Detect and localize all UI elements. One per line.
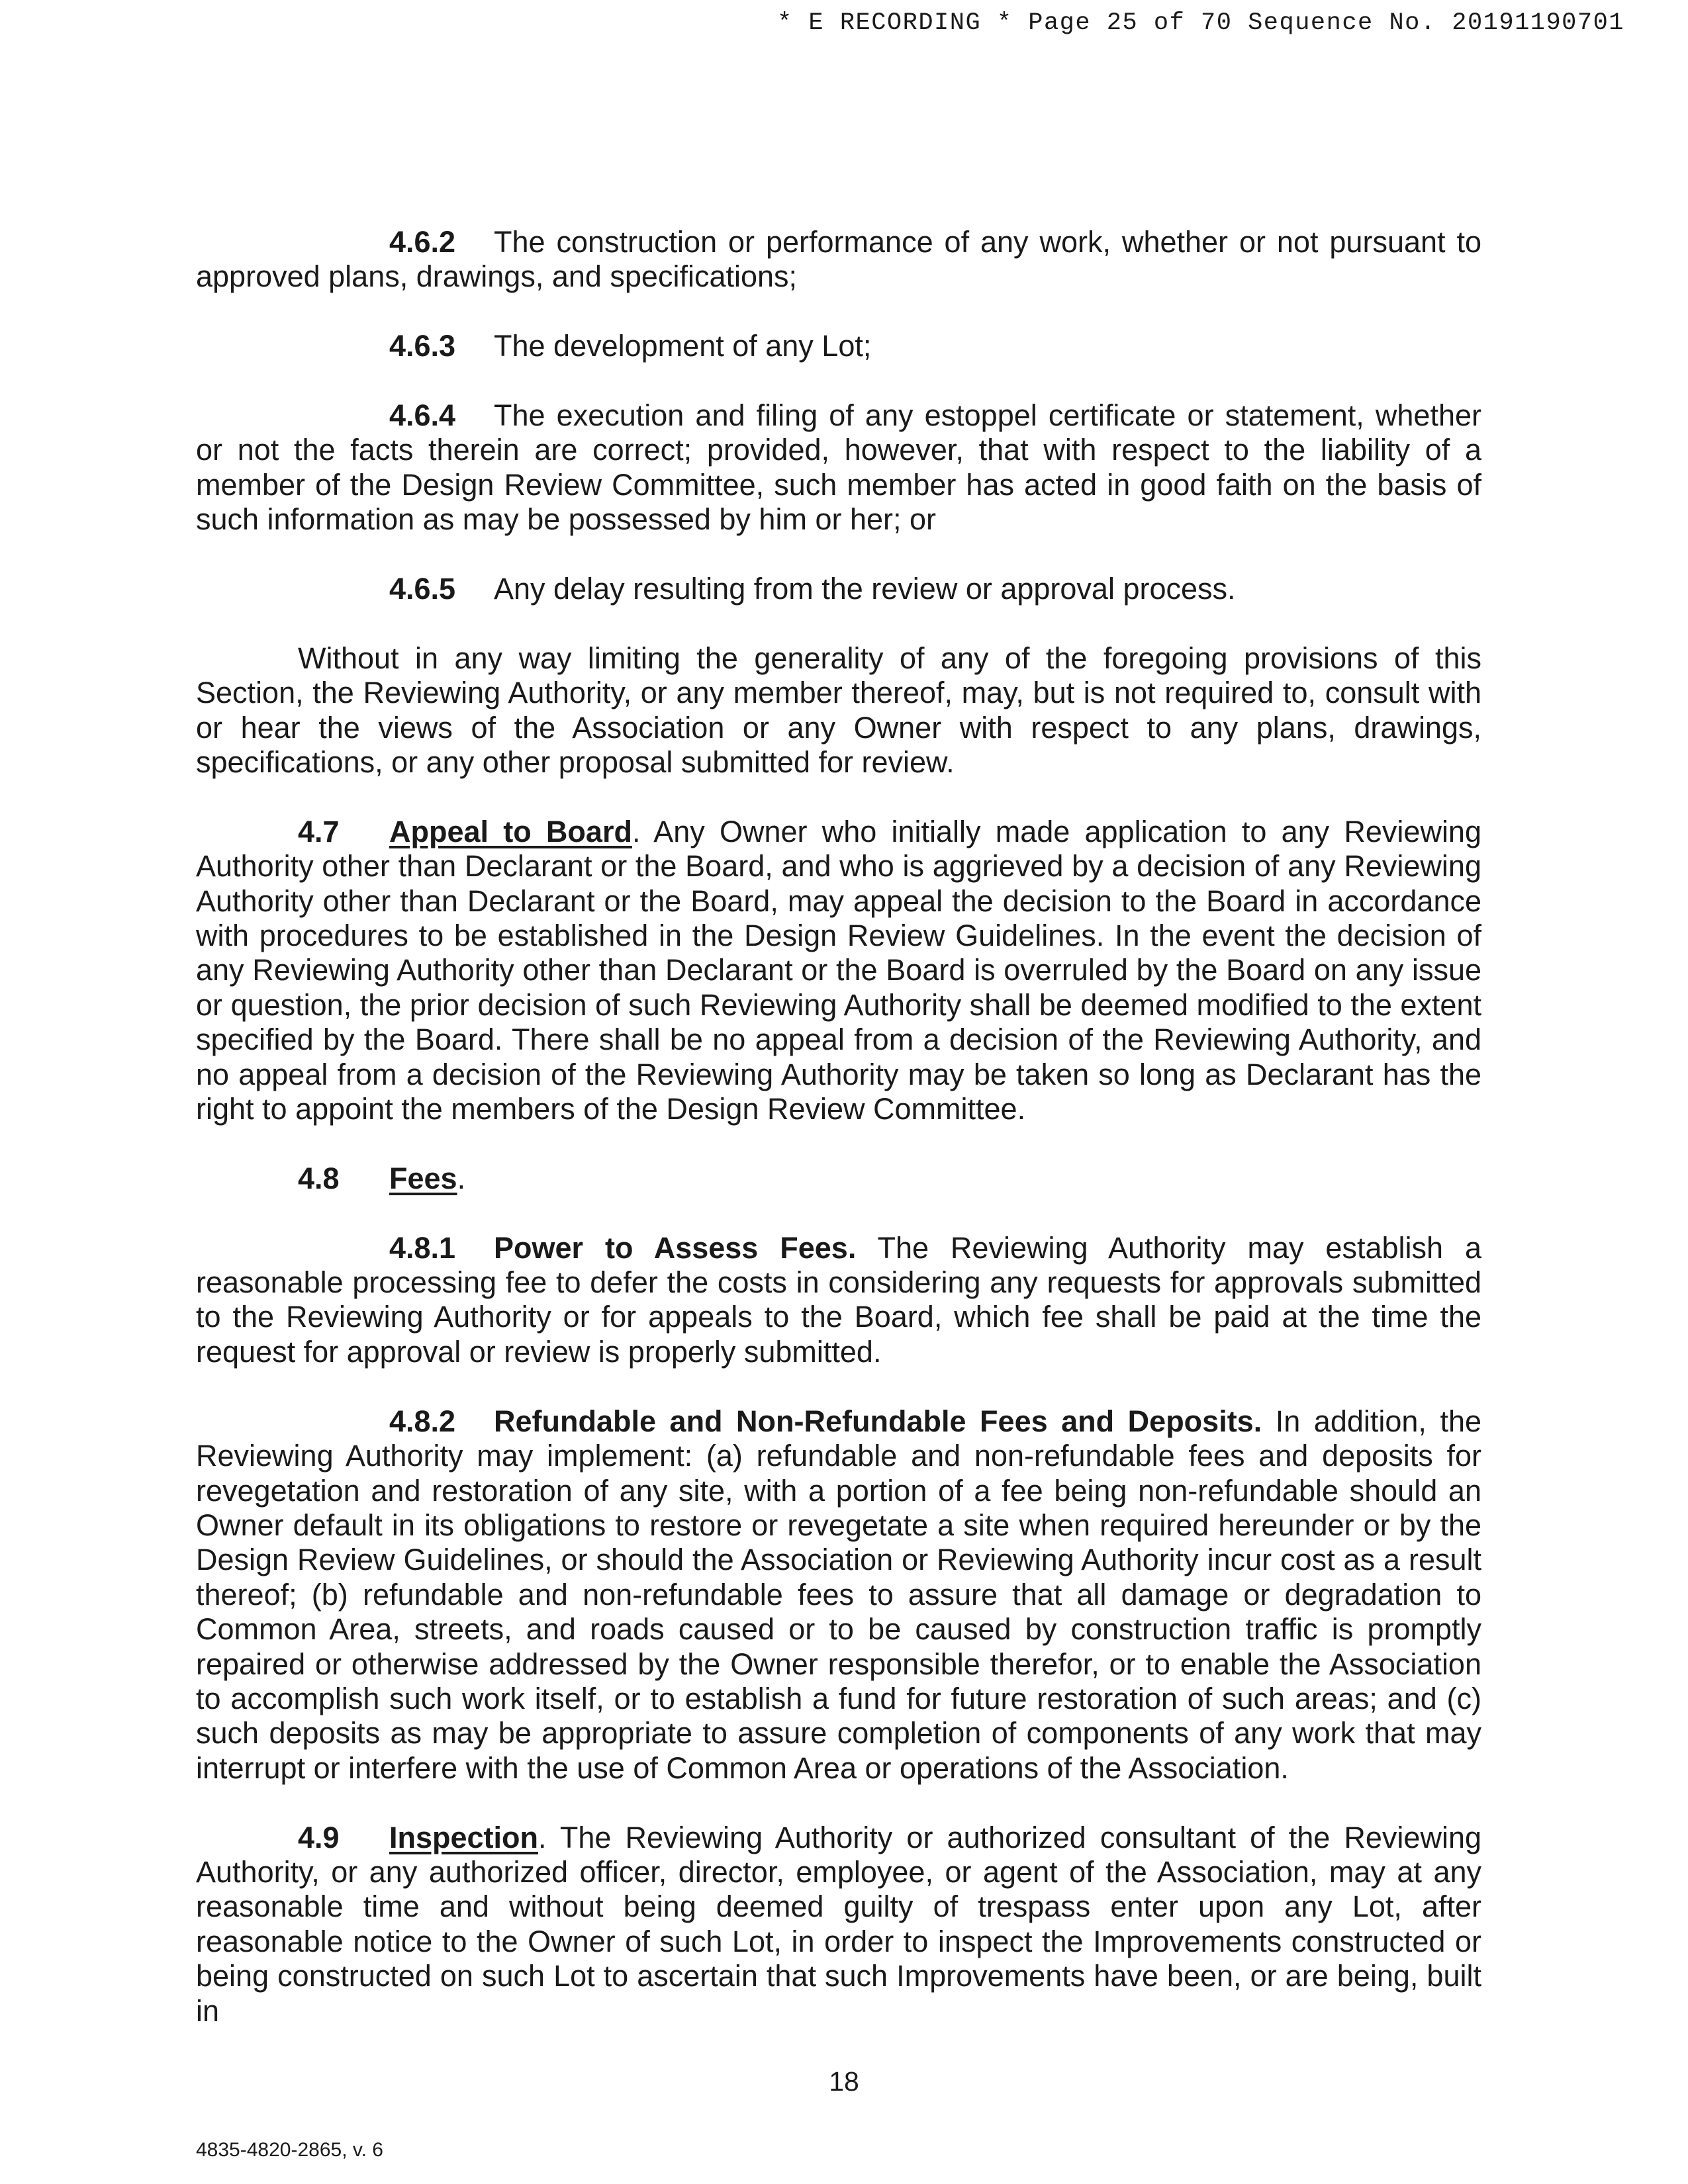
section-4-6-5 (196, 572, 1481, 606)
section-number: 4.9 (298, 1820, 340, 1854)
section-text: The execution and filing of any estoppel certificate or statement, whether or not the facts therein are correct; provided, however, that with respect to the liability of a member of the Design Review Committee, such member has acted in good faith on the basis of such information as may be possessed by him or her; or (196, 398, 1481, 537)
document-id: 4835-4820-2865, v. 6 (196, 2139, 383, 2161)
recording-stamp: * E RECORDING * Page 25 of 70 Sequence No. 20191190701 (777, 9, 1624, 37)
section-text: . (457, 1161, 466, 1195)
section-text: The development of any Lot; (494, 329, 872, 363)
document-body (196, 225, 1481, 2063)
section-number: 4.8.2 (389, 1404, 456, 1438)
section-number: 4.6.3 (389, 329, 456, 363)
section-heading: Appeal to Board (389, 814, 632, 848)
section-4-7 (196, 815, 1481, 1127)
section-text: The construction or performance of any work, whether or not pursuant to approved plans, drawings, and specifications; (196, 225, 1481, 294)
section-4-8-1 (196, 1231, 1481, 1370)
section-4-6-2 (196, 225, 1481, 295)
section-number: 4.6.4 (389, 398, 456, 432)
section-number: 4.6.2 (389, 225, 456, 259)
section-text: . The Reviewing Authority or authorized consultant of the Reviewing Authority, or any authorized officer, director, employee, or agent of the Association, may at any reasonable time and without being deemed guilty of trespass enter upon any Lot, after reasonable notice to the Owner of such Lot, in order to inspect the Improvements constructed or being constructed on such Lot to ascertain that such Improvements have been, or are being, built in (196, 1820, 1481, 2028)
page-number: 18 (829, 2066, 859, 2097)
section-heading: Refundable and Non-Refundable Fees and Deposits. (494, 1404, 1262, 1438)
paragraph-text: Without in any way limiting the generality of any of the foregoing provisions of this Section, the Reviewing Authority, or any member thereof, may, but is not required to, consult with or hear the views of the Association or any Owner with respect to any plans, drawings, specifications, or any other proposal submitted for review. (196, 641, 1481, 780)
section-4-6-4 (196, 398, 1481, 537)
section-heading: Inspection (389, 1820, 539, 1854)
section-number: 4.6.5 (389, 572, 456, 606)
section-number: 4.7 (298, 814, 340, 848)
section-text: Any delay resulting from the review or approval process. (494, 572, 1236, 606)
section-text: The Reviewing Authority may establish a reasonable processing fee to defer the costs in considering any requests for approvals submitted to the Reviewing Authority or for appeals to the Board, which fee shall be paid at the time the request for approval or review is properly submitted. (196, 1230, 1481, 1369)
section-4-8 (196, 1161, 1481, 1196)
section-number: 4.8.1 (389, 1230, 456, 1265)
section-4-8-2 (196, 1404, 1481, 1786)
section-4-6-3 (196, 329, 1481, 363)
section-text: In addition, the Reviewing Authority may implement: (a) refundable and non-refundable fees and deposits for revegetation and restoration of any site, with a portion of a fee being non-refundable should an Owner default in its obligations to restore or revegetate a site when required hereunder or by the Design Review Guidelines, or should the Association or Reviewing Authority incur cost as a result thereof; (b) refundable and non-refundable fees to assure that all damage or degradation to Common Area, streets, and roads caused or to be caused by construction traffic is promptly repaired or otherwise addressed by the Owner responsible therefor, or to enable the Association to accomplish such work itself, or to establish a fund for future restoration of such areas; and (c) such deposits as may be appropriate to assure completion of components of any work that may interrupt or interfere with the use of Common Area or operations of the Association. (196, 1404, 1481, 1785)
section-4-6-closing-paragraph (196, 641, 1481, 780)
section-heading: Fees (389, 1161, 457, 1195)
section-4-9 (196, 1821, 1481, 2028)
section-number: 4.8 (298, 1161, 340, 1195)
section-heading: Power to Assess Fees. (494, 1230, 857, 1265)
section-text: . Any Owner who initially made application to any Reviewing Authority other than Declarant or the Board, and who is aggrieved by a decision of any Reviewing Authority other than Declarant or the Board, may appeal the decision to the Board in accordance with procedures to be established in the Design Review Guidelines. In the event the decision of any Reviewing Authority other than Declarant or the Board is overruled by the Board on any issue or question, the prior decision of such Reviewing Authority shall be deemed modified to the extent specified by the Board. There shall be no appeal from a decision of the Reviewing Authority, and no appeal from a decision of the Reviewing Authority may be taken so long as Declarant has the right to appoint the members of the Design Review Committee. (196, 814, 1481, 1126)
